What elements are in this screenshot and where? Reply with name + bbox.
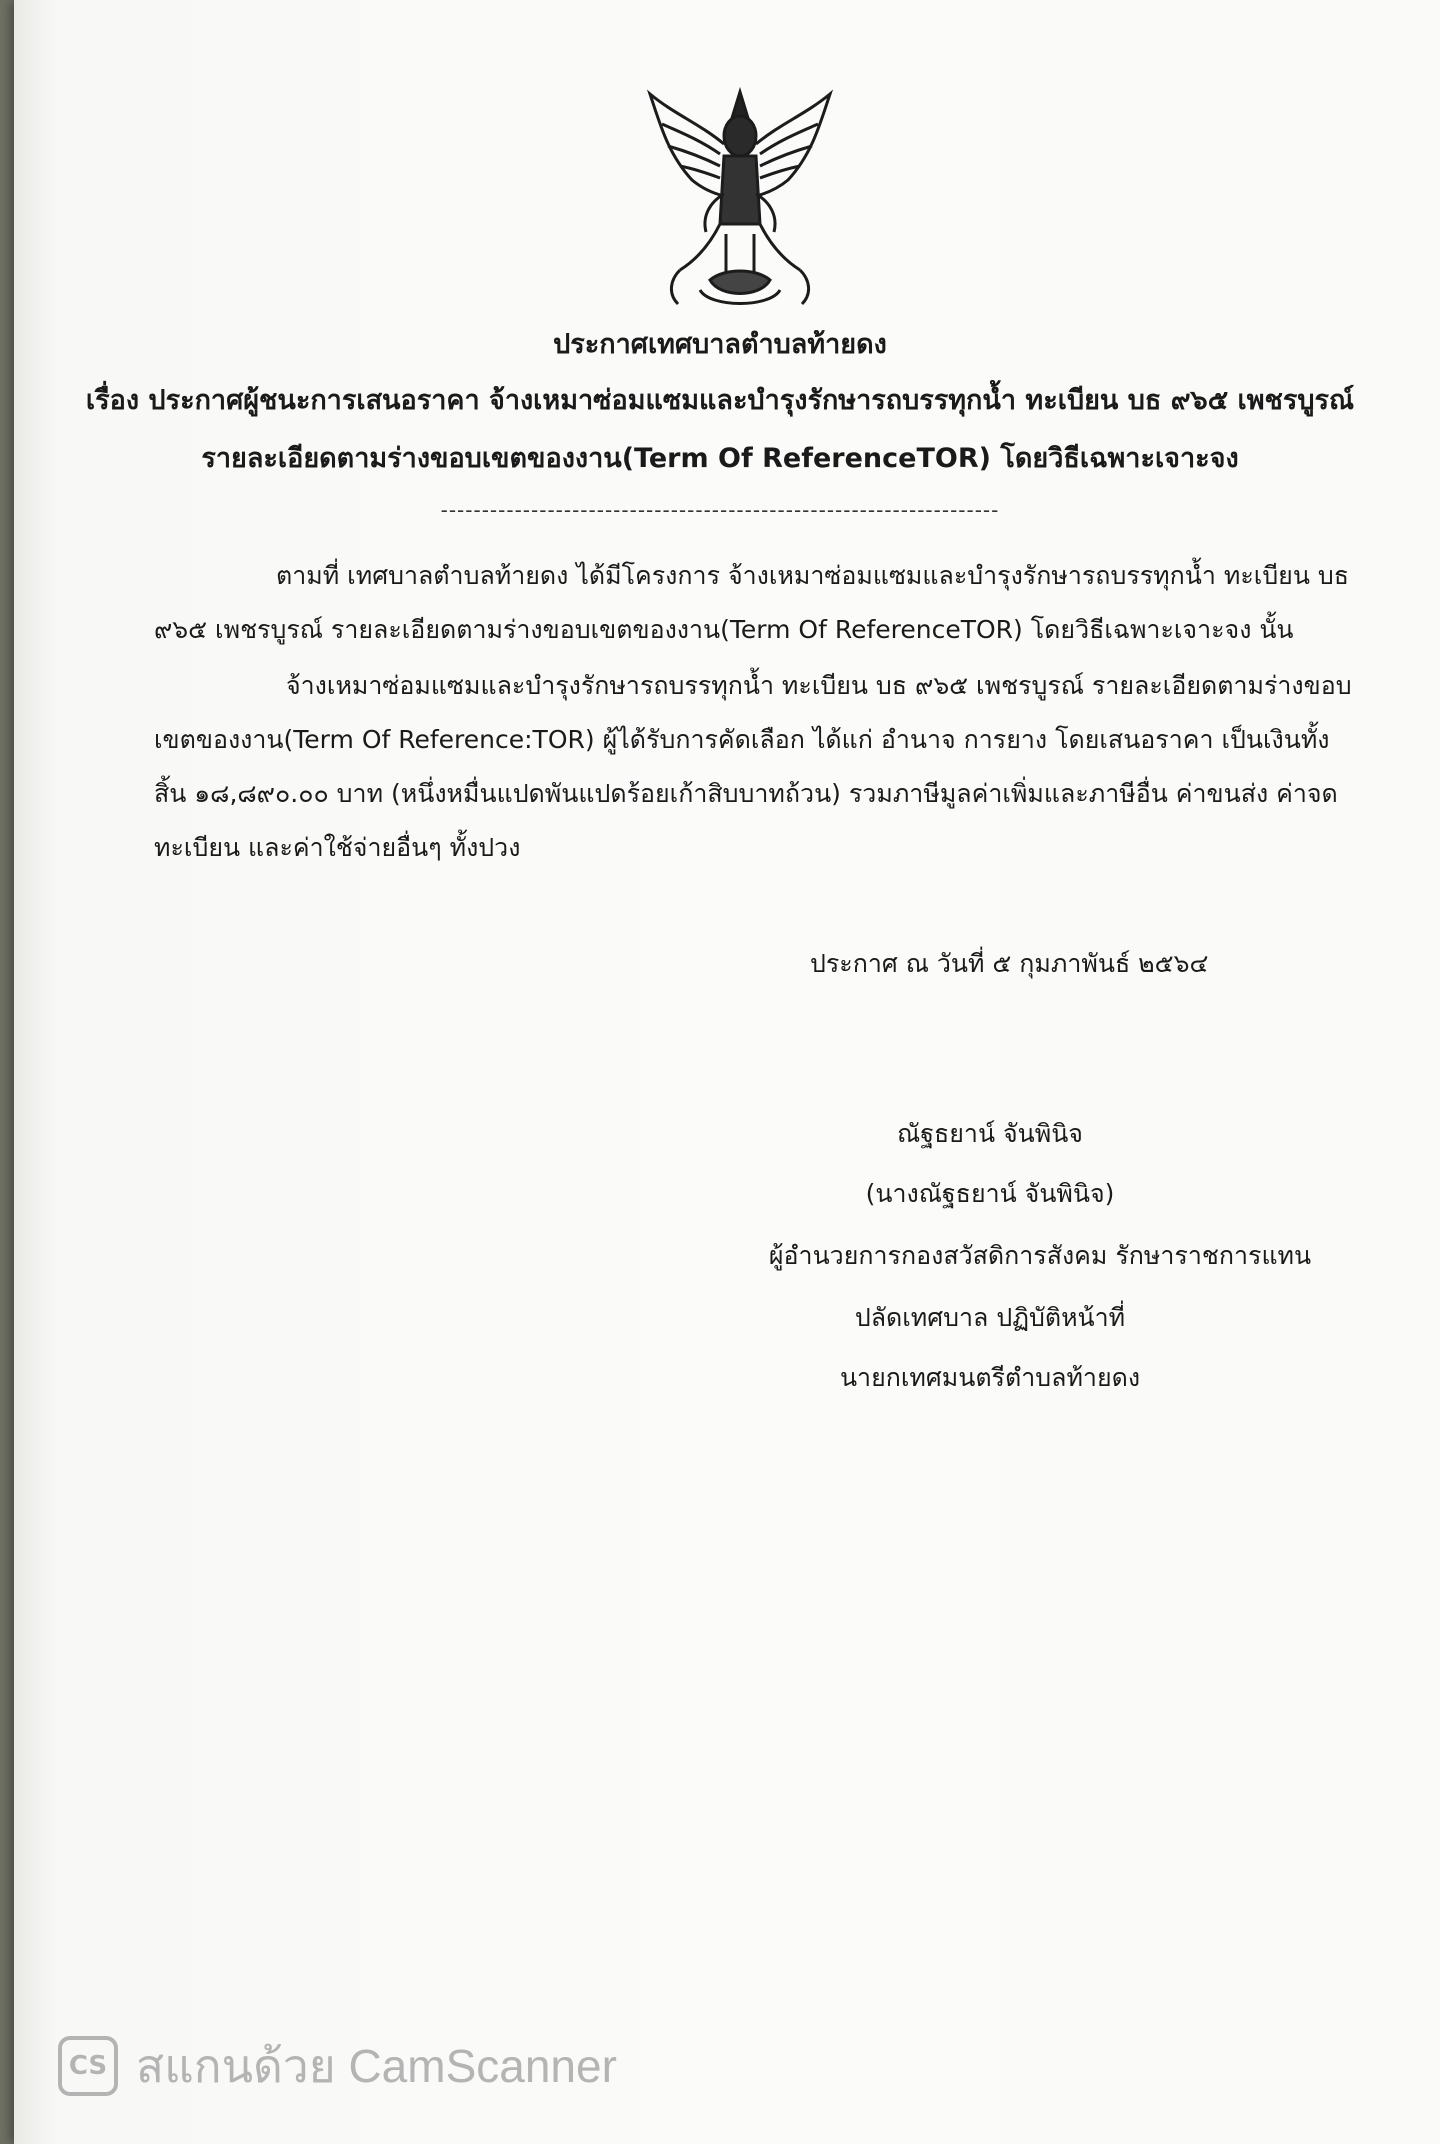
printed-name: (นางณัฐธยาน์ จันพินิจ): [865, 1179, 1115, 1208]
garuda-emblem-icon: [640, 84, 840, 320]
body-line-5: สิ้น ๑๘,๘๙๐.๐๐ บาท (หนึ่งหมื่นแปดพันแปดร้อยเก้าสิบบาทถ้วน) รวมภาษีมูลค่าเพิ่มและภาษีอื่น ค่าขนส่ง ค่าจด: [154, 779, 1338, 808]
announcement-date: ประกาศ ณ วันที่ ๕ กุมภาพันธ์ ๒๕๖๔: [810, 949, 1209, 978]
signer-position-1: ผู้อำนวยการกองสวัสดิการสังคม รักษาราชการแทน: [768, 1241, 1312, 1270]
signer-position-3: นายกเทศมนตรีตำบลท้ายดง: [839, 1363, 1141, 1392]
subject-line-2: รายละเอียดตามร่างขอบเขตของงาน(Term Of ReferenceTOR) โดยวิธีเฉพาะเจาะจง: [201, 443, 1239, 474]
camscanner-logo-icon: CS: [58, 2036, 118, 2096]
announcement-title: ประกาศเทศบาลตำบลท้ายดง: [553, 329, 887, 360]
body-line-4: เขตของงาน(Term Of Reference:TOR) ผู้ได้รับการคัดเลือก ได้แก่ อำนาจ การยาง โดยเสนอราคา เป็นเงินทั้ง: [154, 725, 1330, 754]
body-line-6: ทะเบียน และค่าใช้จ่ายอื่นๆ ทั้งปวง: [154, 833, 521, 862]
watermark-text: สแกนด้วย CamScanner: [136, 2039, 617, 2092]
camscanner-watermark: [58, 2036, 617, 2096]
body-line-2: ๙๖๕ เพชรบูรณ์ รายละเอียดตามร่างขอบเขตของงาน(Term Of ReferenceTOR) โดยวิธีเฉพาะเจาะจง นั้น: [154, 615, 1294, 644]
separator-line: --------------------------------------------------------------------: [440, 498, 1000, 522]
subject-line-1: เรื่อง ประกาศผู้ชนะการเสนอราคา จ้างเหมาซ่อมแซมและบำรุงรักษารถบรรทุกน้ำ ทะเบียน บธ ๙๖๕ เพชรบูรณ์: [85, 385, 1355, 416]
body-line-3: จ้างเหมาซ่อมแซมและบำรุงรักษารถบรรทุกน้ำ ทะเบียน บธ ๙๖๕ เพชรบูรณ์ รายละเอียดตามร่างขอบ: [286, 671, 1352, 700]
signed-name: ณัฐธยาน์ จันพินิจ: [897, 1119, 1083, 1148]
body-line-1: ตามที่ เทศบาลตำบลท้ายดง ได้มีโครงการ จ้างเหมาซ่อมแซมและบำรุงรักษารถบรรทุกน้ำ ทะเบียน บธ: [276, 561, 1349, 590]
signer-position-2: ปลัดเทศบาล ปฏิบัติหน้าที่: [854, 1303, 1126, 1332]
